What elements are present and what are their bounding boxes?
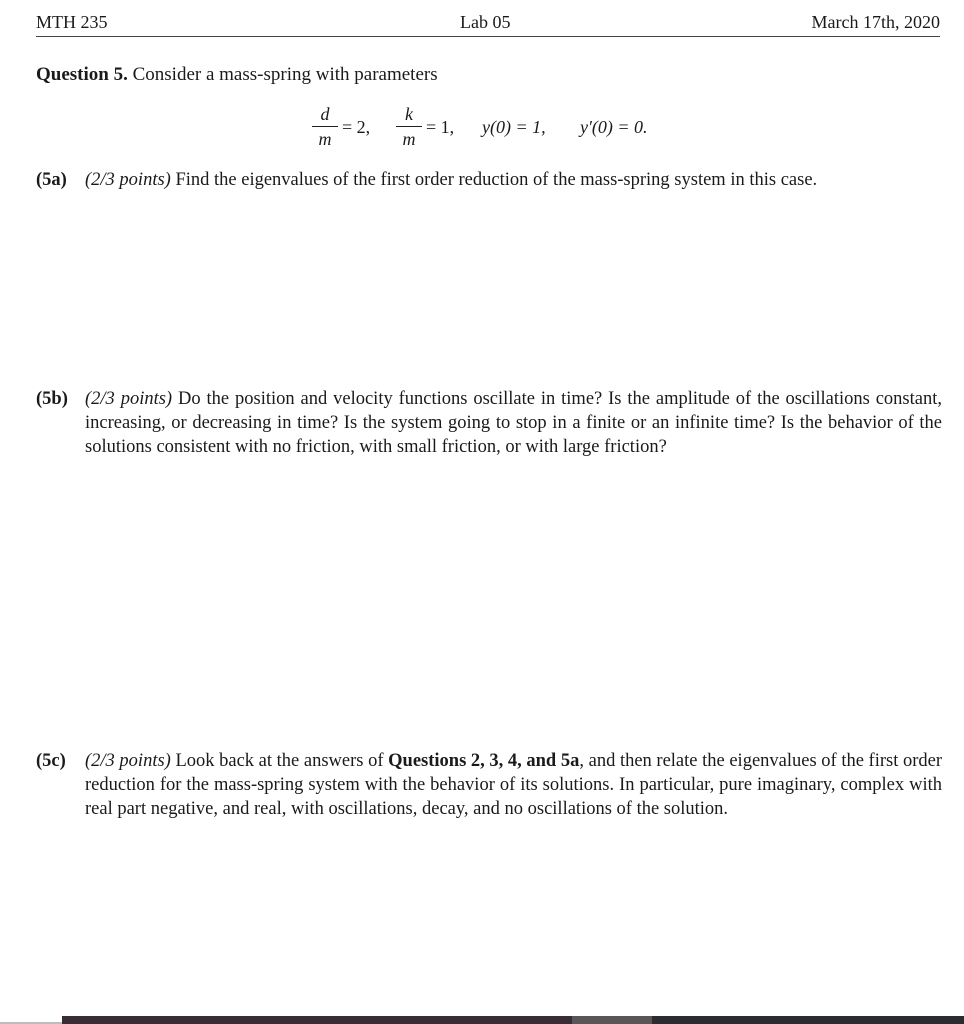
part-text: Find the eigenvalues of the first order reduction of the mass-spring system in this case. [175, 170, 818, 190]
date: March 17th, 2020 [811, 12, 940, 32]
fraction-bar [312, 126, 338, 127]
fraction-numerator: d [320, 104, 330, 124]
scrollbar-segment [652, 1016, 964, 1024]
part-body [85, 387, 942, 459]
part-5a [36, 168, 942, 192]
part-text: Do the position and velocity functions oscillate in time? Is the amplitude of the oscillations constant, increasing, or decreasing in time? Is the system going to stop in a finite or an infinite time? Is the behavior of the solutions consistent with no friction, with small friction, or with large friction? [85, 389, 942, 457]
referenced-questions: Questions 2, 3, 4, and 5a [388, 751, 580, 771]
part-body [85, 168, 942, 192]
part-5c [36, 749, 942, 821]
scrollbar-segment [62, 1016, 572, 1024]
question-intro: Consider a mass-spring with parameters [132, 64, 438, 85]
course-code: MTH 235 [36, 12, 108, 32]
points: (2/3 points) [85, 751, 171, 771]
part-label: (5c) [36, 751, 66, 771]
fraction-bar [396, 126, 422, 127]
part-text-continued: , and then relate the eigenvalues of the first order reduction for the mass-spring system with the behavior of its solutions. In particular, pure imaginary, complex with real part negative, and real, with oscillations, decay, and no oscillations of the solution. [85, 751, 943, 819]
part-text: Look back at the answers of [175, 751, 384, 771]
question-heading [36, 64, 438, 86]
fraction-denominator: m [318, 129, 332, 149]
part-label: (5a) [36, 170, 67, 190]
part-label: (5b) [36, 389, 68, 409]
points: (2/3 points) [85, 170, 171, 190]
fraction-denominator: m [402, 129, 416, 149]
fraction-k-over-m [396, 104, 422, 149]
fraction-numerator: k [405, 104, 413, 124]
question-label: Question 5. [36, 64, 128, 85]
initial-condition: y(0) = 1, [482, 117, 546, 137]
part-5b [36, 387, 942, 459]
equation-value: = 2, [342, 117, 371, 137]
points: (2/3 points) [85, 389, 173, 409]
equation-value: = 1, [426, 117, 455, 137]
initial-condition: y′(0) = 0. [580, 117, 648, 137]
lab-number: Lab 05 [460, 12, 511, 32]
scrollbar-thumb[interactable] [572, 1016, 652, 1024]
part-body [85, 749, 942, 821]
horizontal-scrollbar[interactable] [62, 1016, 964, 1024]
fraction-d-over-m [312, 104, 338, 149]
page-header [36, 10, 940, 37]
